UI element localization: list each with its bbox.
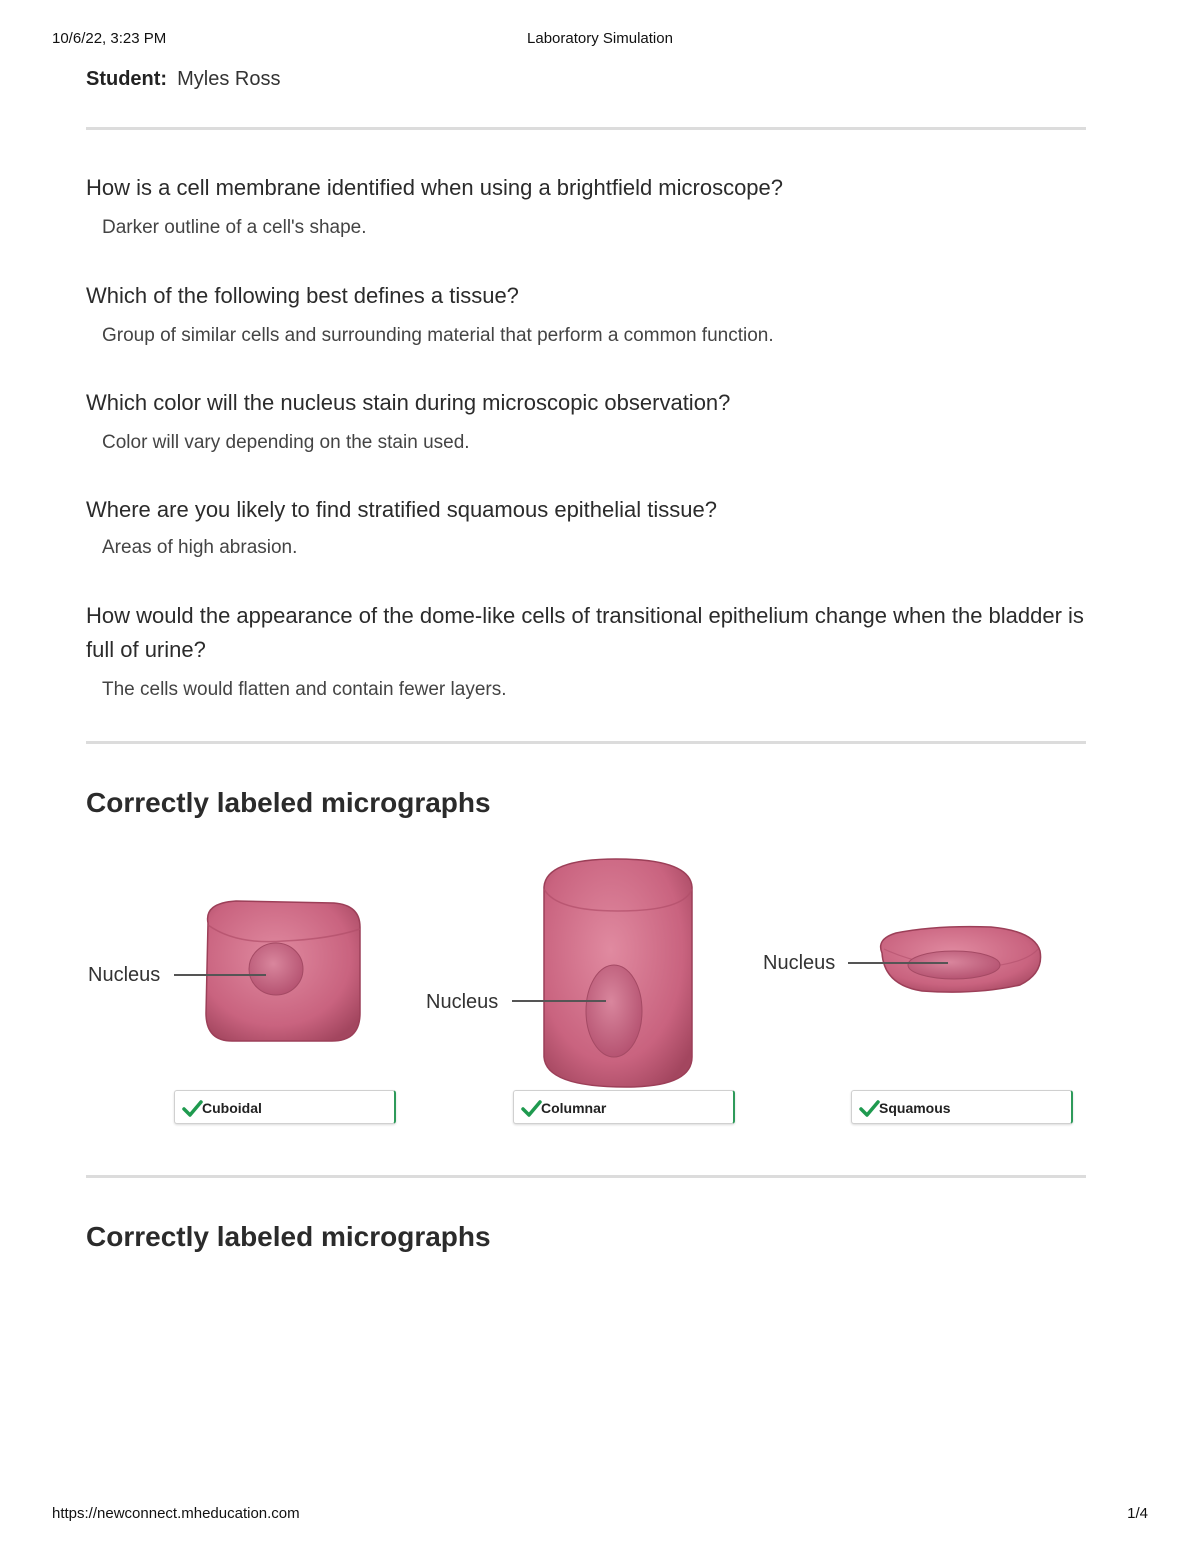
qa-item (86, 493, 1086, 561)
print-header (52, 30, 1148, 50)
qa-item (86, 171, 1086, 241)
answer-text: Darker outline of a cell's shape. (102, 217, 367, 238)
page-number: 1/4 (1127, 1505, 1148, 1522)
section-title: Correctly labeled micrographs (86, 1221, 491, 1252)
cuboidal-cell (174, 901, 360, 1041)
divider (86, 741, 1086, 744)
cuboidal-nucleus-pointer: Nucleus (88, 964, 161, 986)
columnar-label-field[interactable] (513, 1090, 735, 1124)
question-text: How is a cell membrane identified when using a brightfield microscope? (86, 175, 784, 200)
cuboidal-label-field[interactable] (174, 1090, 396, 1124)
answer-text: The cells would flatten and contain fewer layers. (102, 679, 507, 700)
question-text: Which of the following best defines a tissue? (86, 283, 519, 308)
qa-item (86, 279, 1086, 349)
squamous-cell (848, 927, 1041, 993)
squamous-label-field[interactable] (851, 1090, 1073, 1124)
qa-item (86, 599, 1086, 703)
columnar-nucleus-pointer: Nucleus (426, 991, 499, 1013)
divider (86, 1175, 1086, 1178)
answer-text: Areas of high abrasion. (102, 537, 298, 558)
print-url: https://newconnect.mheducation.com (52, 1505, 300, 1522)
section-title: Correctly labeled micrographs (86, 787, 491, 818)
print-datetime: 10/6/22, 3:23 PM (52, 30, 167, 47)
question-text: Where are you likely to find stratified squamous epithelial tissue? (86, 497, 717, 522)
student-name: Myles Ross (177, 68, 281, 90)
cuboidal-label-text: Cuboidal (202, 1100, 262, 1116)
qa-item (86, 386, 1086, 456)
squamous-label-text: Squamous (879, 1100, 951, 1116)
question-text: How would the appearance of the dome-like cells of transitional epithelium change when the bladder is full of urine? (86, 603, 1084, 662)
check-icon (858, 1097, 880, 1119)
columnar-cell (512, 859, 692, 1087)
answer-text: Group of similar cells and surrounding material that perform a common function. (102, 325, 774, 346)
squamous-nucleus-pointer: Nucleus (763, 952, 836, 974)
divider (86, 127, 1086, 130)
student-label: Student: (86, 68, 168, 90)
check-icon (181, 1097, 203, 1119)
columnar-label-text: Columnar (541, 1100, 607, 1116)
student-line (86, 68, 280, 91)
check-icon (520, 1097, 542, 1119)
question-text: Which color will the nucleus stain during microscopic observation? (86, 390, 731, 415)
answer-text: Color will vary depending on the stain used. (102, 432, 470, 453)
print-title: Laboratory Simulation (527, 30, 673, 47)
epithelial-cell-figure (86, 845, 1086, 1135)
